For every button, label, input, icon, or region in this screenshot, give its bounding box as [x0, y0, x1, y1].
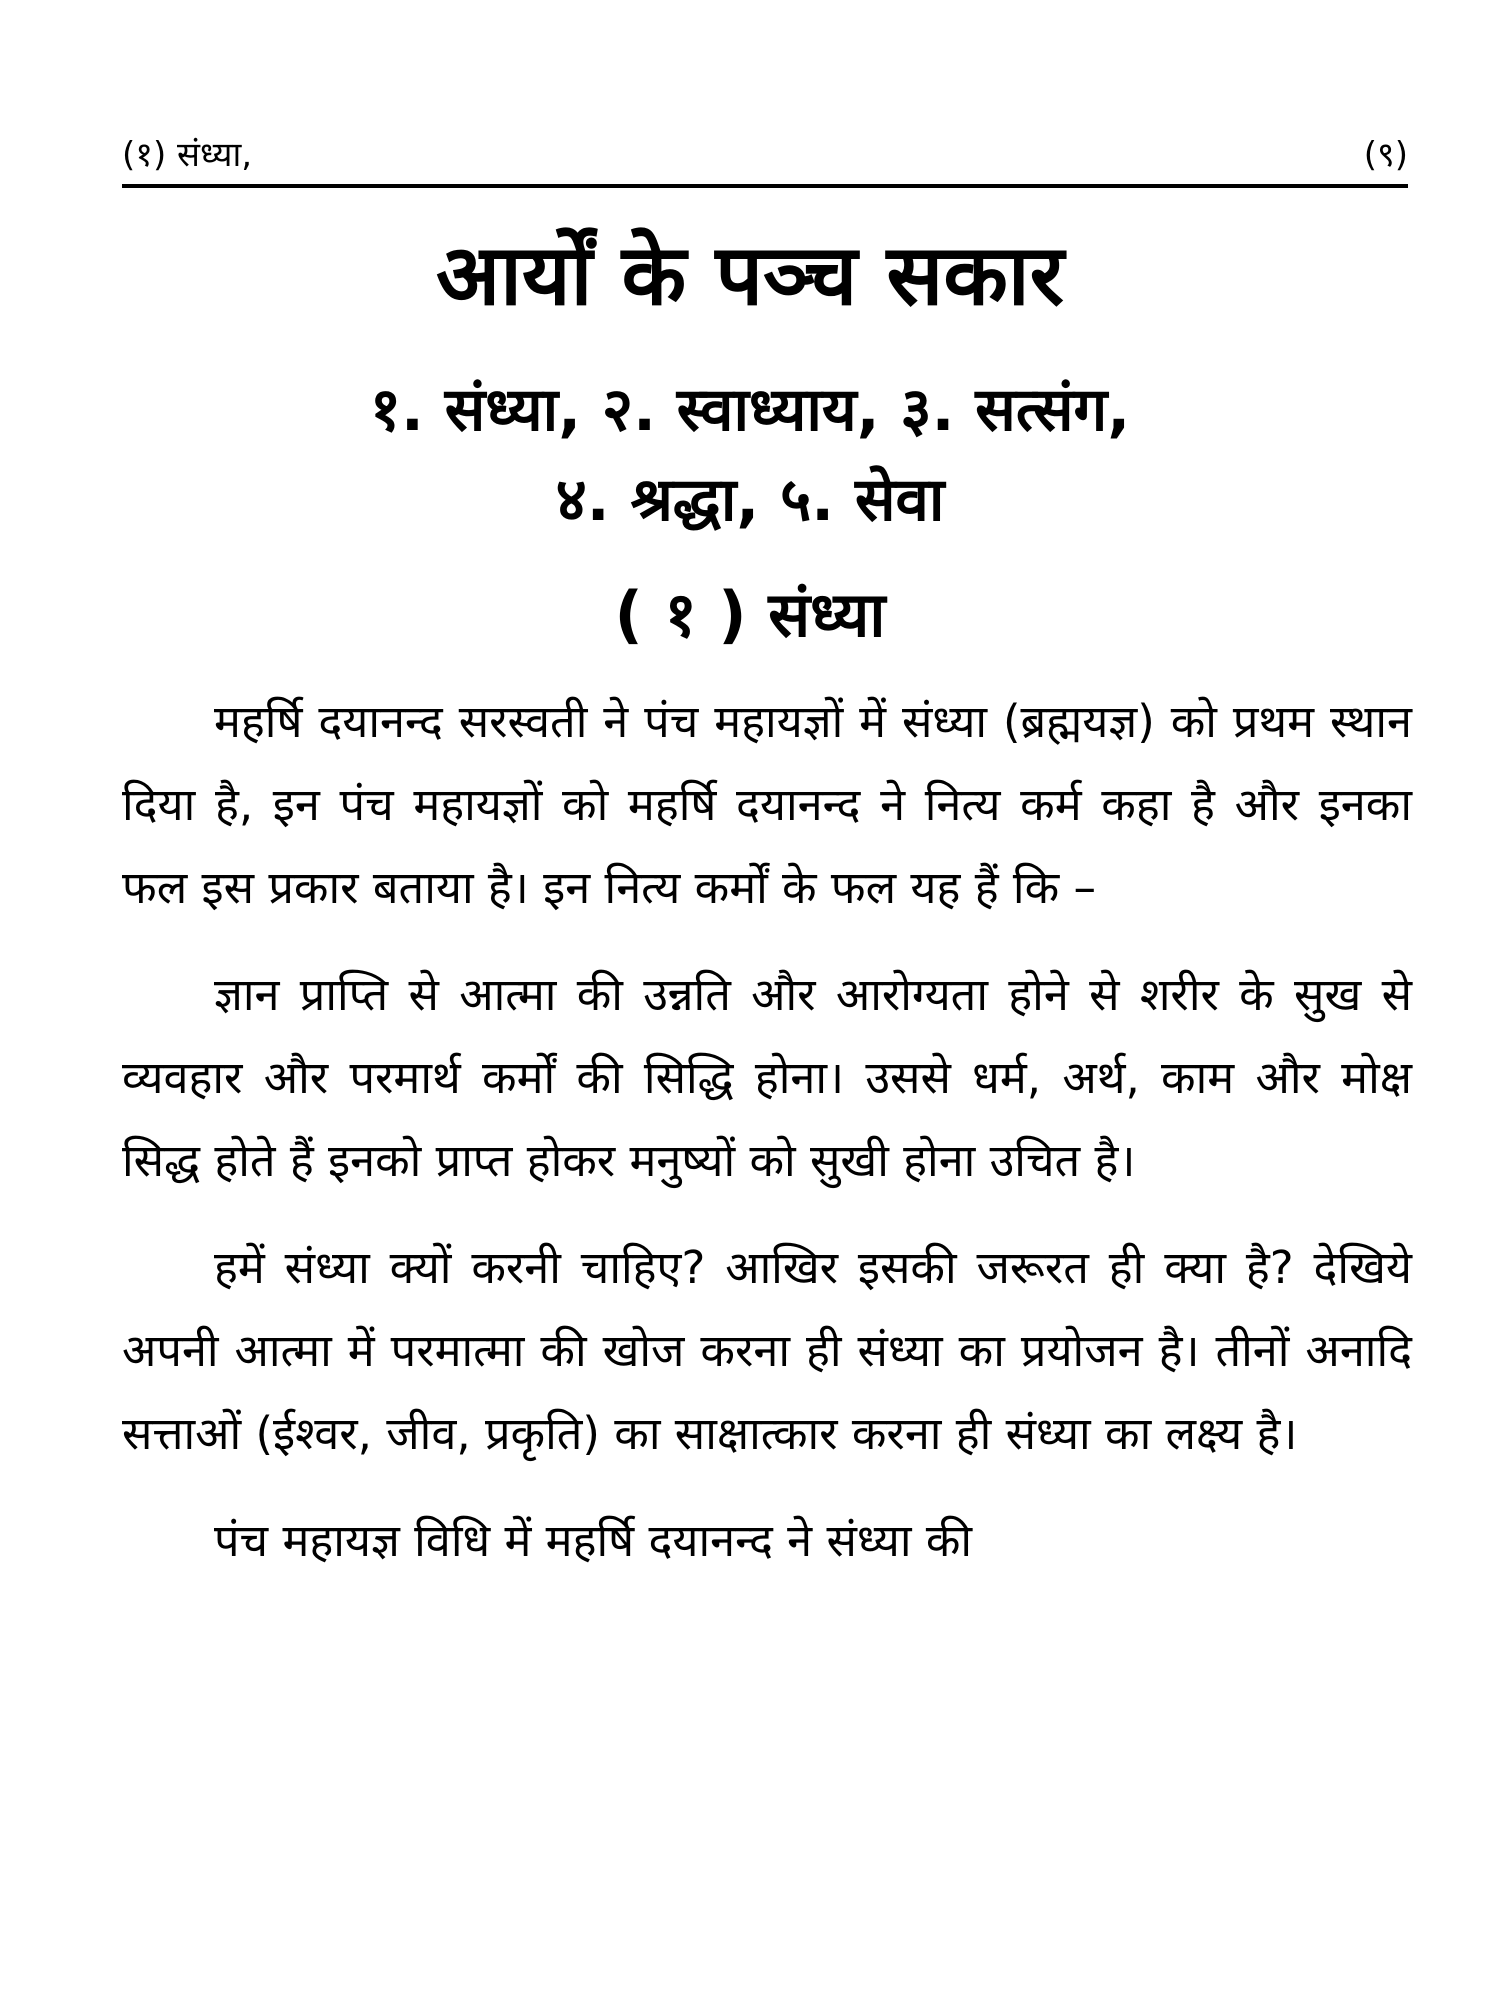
page-number: (९): [1363, 135, 1408, 175]
paragraph-2: ज्ञान प्राप्ति से आत्मा की उन्नति और आरोग्यता होने से शरीर के सुख से व्यवहार और परमार्थ कर्मों की सिद्धि होना। उससे धर्म, अर्थ, काम और मोक्ष सिद्ध होते हैं इनको प्राप्त होकर मनुष्यों को सुखी होना उचित है।: [122, 968, 1412, 1187]
header-rule: [122, 184, 1408, 188]
subtitle-line-2: ४. श्रद्धा, ५. सेवा: [555, 465, 945, 535]
page-title: आर्यों के पञ्च सकार: [436, 226, 1064, 324]
running-head: [122, 128, 1408, 182]
paragraph-3: हमें संध्या क्यों करनी चाहिए? आखिर इसकी जरूरत ही क्या है? देखिये अपनी आत्मा में परमात्मा की खोज करना ही संध्या का प्रयोजन है। तीनों अनादि सत्ताओं (ईश्वर, जीव, प्रकृति) का साक्षात्कार करना ही संध्या का लक्ष्य है।: [122, 1241, 1412, 1460]
section-heading: ( १ ) संध्या: [614, 578, 886, 651]
paragraph-4: पंच महायज्ञ विधि में महर्षि दयानन्द ने संध्या की: [214, 1514, 973, 1567]
body-text: [122, 680, 1412, 1606]
running-head-chapter: (१) संध्या,: [122, 135, 253, 175]
subtitle-line-1: १. संध्या, २. स्वाध्याय, ३. सत्संग,: [369, 375, 1131, 445]
paragraph-1: महर्षि दयानन्द सरस्वती ने पंच महायज्ञों में संध्या (ब्रह्मयज्ञ) को प्रथम स्थान दिया है, इन पंच महायज्ञों को महर्षि दयानन्द ने नित्य कर्म कहा है और इनका फल इस प्रकार बताया है। इन नित्य कर्मों के फल यह हैं कि –: [122, 695, 1412, 914]
